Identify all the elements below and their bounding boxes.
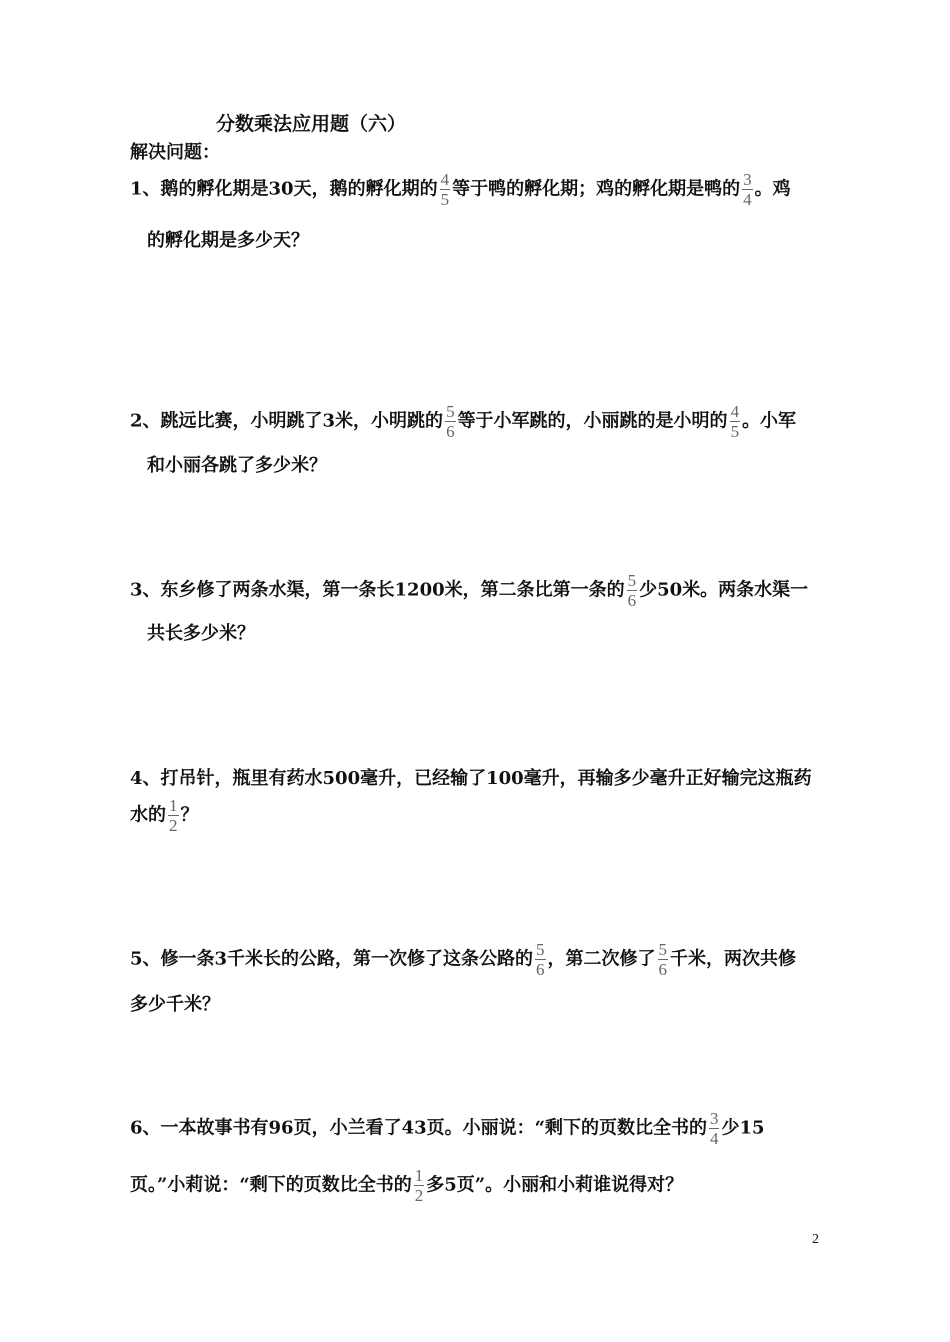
page-title: 分数乘法应用题（六） <box>216 113 407 135</box>
problem-5-line-2: 多少千米？ <box>130 994 220 1015</box>
fraction-3-4: $\frac{3}{4}$ <box>709 1109 719 1148</box>
fraction-1-2: $\frac{1}{2}$ <box>169 796 178 835</box>
problem-1-line-1: 1、鹅的孵化期是30天，鹅的孵化期的 $\frac{4}{5}$ 等于鸭的孵化期；鸡的孵化期是鸭的 $\frac{3}{4}$ 。鸡 <box>130 170 791 209</box>
problem-2-line-2: 和小丽各跳了多少米？ <box>147 455 327 476</box>
problem-2-line-1: 2、跳远比赛，小明跳了3米，小明跳的 $\frac{5}{6}$ 等于小军跳的，小丽跳的是小明的 $\frac{4}{5}$ 。小军 <box>130 402 797 441</box>
problem-4-line-2: 水的 $\frac{1}{2}$ ？ <box>130 796 199 835</box>
problem-5-line-1: 5、修一条3千米长的公路，第一次修了这条公路的 $\frac{5}{6}$ ，第二次修了 $\frac{5}{6}$ 千米，两次共修 <box>130 940 797 979</box>
fraction-5-6: $\frac{5}{6}$ <box>627 571 637 610</box>
fraction-3-4: $\frac{3}{4}$ <box>743 170 752 209</box>
fraction-4-5: $\frac{4}{5}$ <box>730 402 740 441</box>
fraction-5-6: $\frac{5}{6}$ <box>658 940 668 979</box>
fraction-5-6: $\frac{5}{6}$ <box>536 940 545 979</box>
page-number: 2 <box>812 1232 819 1247</box>
problem-4-line-1: 4、打吊针，瓶里有药水500毫升，已经输了100毫升，再输多少毫升正好输完这瓶药 <box>130 768 812 789</box>
problem-3-line-1: 3、东乡修了两条水渠，第一条长1200米，第二条比第一条的 $\frac{5}{6}$ 少50米。两条水渠一 <box>130 571 809 610</box>
instruction: 解决问题： <box>130 142 220 163</box>
fraction-4-5: $\frac{4}{5}$ <box>440 170 450 209</box>
problem-6-line-2: 页。”小莉说：“剩下的页数比全书的 $\frac{1}{2}$ 多5页”。小丽和小莉谁说得对？ <box>130 1166 684 1205</box>
problem-3-line-2: 共长多少米？ <box>147 623 255 644</box>
fraction-5-6: $\frac{5}{6}$ <box>446 402 455 441</box>
problem-6-line-1: 6、一本故事书有96页，小兰看了43页。小丽说：“剩下的页数比全书的 $\frac{3}{4}$ 少15 <box>130 1109 765 1148</box>
fraction-1-2: $\frac{1}{2}$ <box>414 1166 424 1205</box>
problem-1-line-2: 的孵化期是多少天？ <box>147 230 309 251</box>
